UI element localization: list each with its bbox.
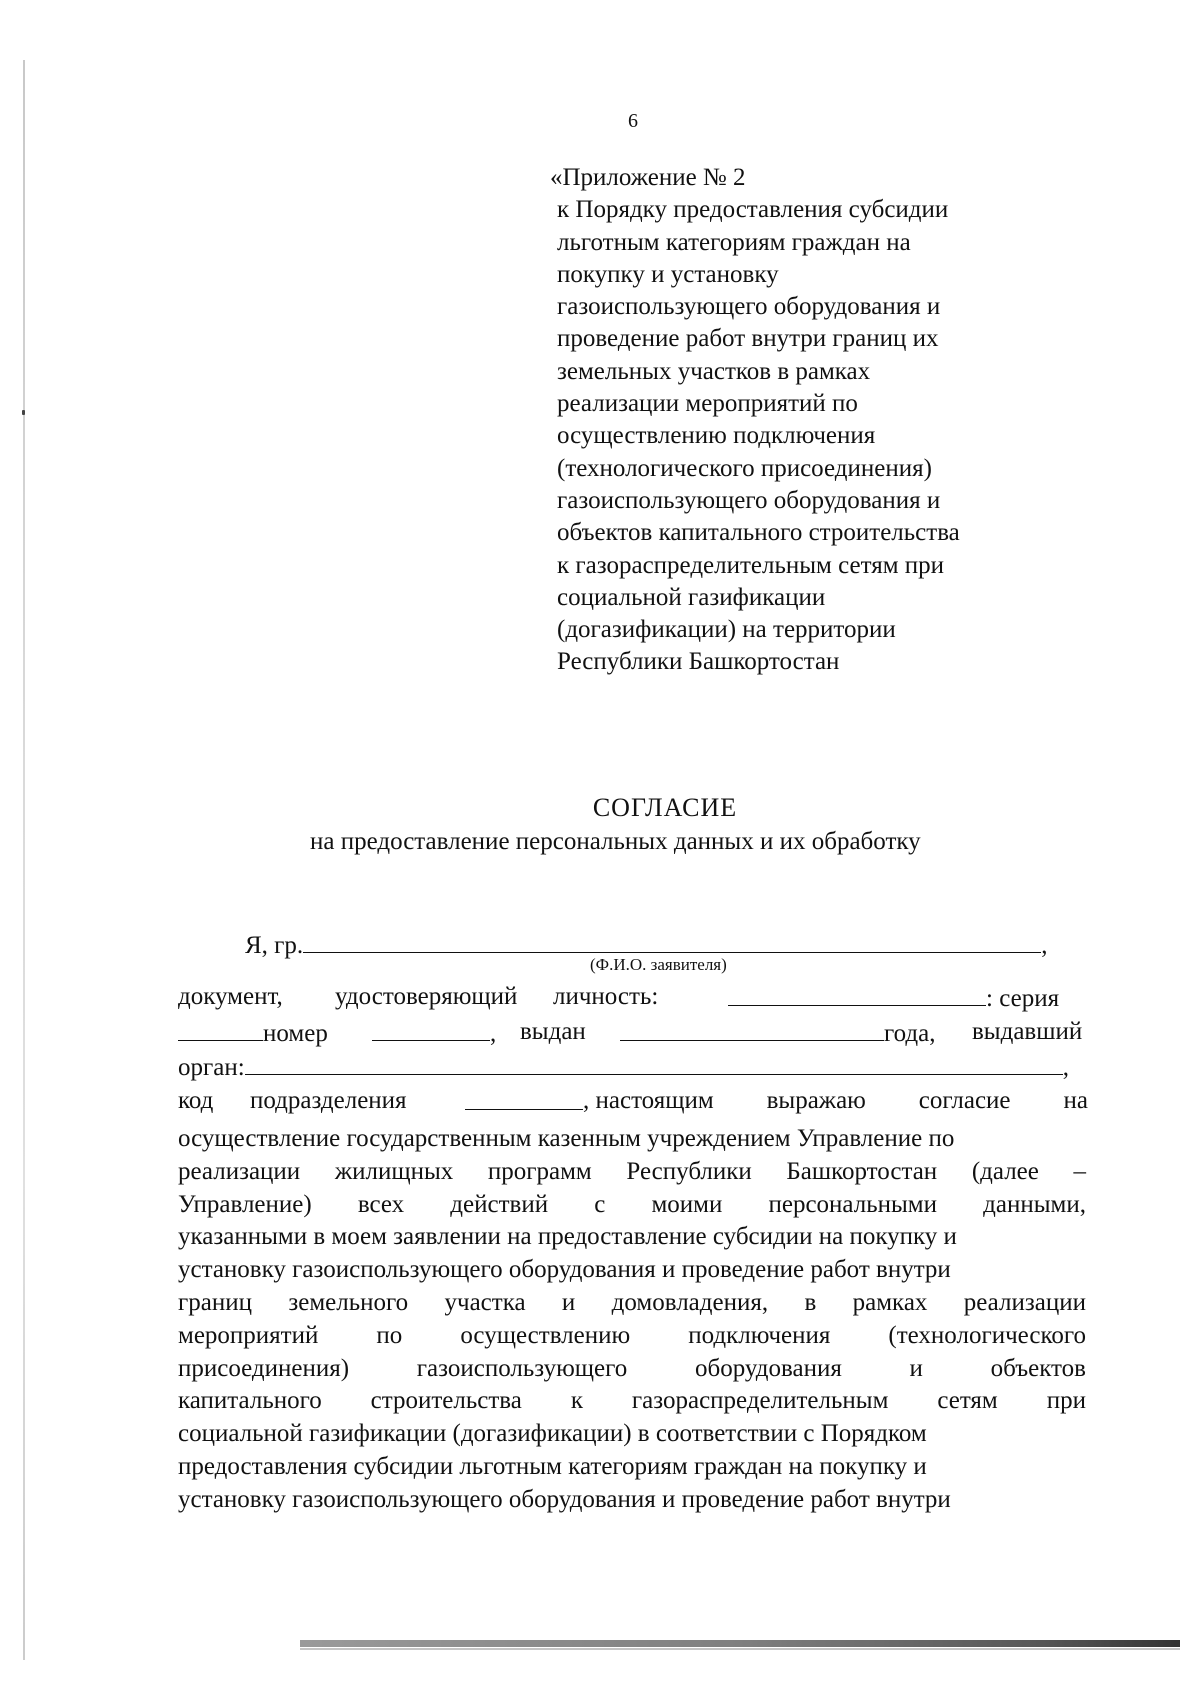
annex-line: социальной газификации — [557, 583, 826, 611]
organ-line — [178, 1052, 1069, 1082]
code-line — [178, 1087, 213, 1115]
number-field[interactable] — [372, 1018, 490, 1041]
consent-start — [583, 1087, 1088, 1115]
applicant-prefix: Я, гр. — [245, 932, 304, 959]
scan-speck — [22, 410, 25, 415]
consent-word: согласие — [918, 1087, 1011, 1114]
issued-label: выдан — [520, 1018, 586, 1045]
doc-label-3: личность: — [553, 983, 659, 1010]
doc-label-2: удостоверяющий — [335, 983, 518, 1010]
annex-header — [550, 162, 1077, 679]
consent-body — [178, 1123, 1086, 1517]
document-line-3 — [553, 983, 658, 1011]
body-line: мероприятий по осуществлению подключения (технологического — [178, 1321, 1086, 1349]
annex-line: земельных участков в рамках — [557, 357, 871, 385]
annex-line: Республики Башкортостан — [557, 648, 840, 676]
consent-word: выражаю — [766, 1087, 866, 1114]
annex-line: (догазификации) на территории — [557, 616, 896, 644]
number-field-wrap — [372, 1018, 496, 1048]
document-type-field[interactable] — [728, 983, 986, 1006]
code-field[interactable] — [465, 1087, 583, 1110]
number-label: номер — [263, 1020, 328, 1047]
annex-line: к Порядку предоставления субсидии — [557, 196, 949, 224]
organ-label: орган: — [178, 1054, 245, 1081]
series-number-line — [178, 1018, 328, 1048]
document-title: СОГЛАСИЕ — [592, 793, 738, 822]
document-type-field-wrap — [728, 983, 1059, 1013]
body-line: осуществление государственным казенным учреждением Управление по — [178, 1125, 955, 1152]
applicant-name-field[interactable] — [303, 930, 1041, 953]
body-line: Управление) всех действий с моими персональными данными, — [178, 1190, 1086, 1218]
organ-field[interactable] — [245, 1052, 1063, 1075]
issuer-label-wrap — [972, 1018, 1082, 1046]
annex-line: покупку и установку — [557, 260, 779, 288]
series-field[interactable] — [178, 1018, 263, 1041]
annex-line: «Приложение № 2 — [550, 164, 746, 191]
annex-line: газоиспользующего оборудования и — [557, 486, 941, 514]
doc-label: документ, — [178, 983, 283, 1010]
body-line: реализации жилищных программ Республики Башкортостан (далее – — [178, 1157, 1086, 1185]
document-subtitle: на предоставление персональных данных и их обработку — [310, 828, 921, 855]
annex-line: льготным категориям граждан на — [557, 228, 911, 256]
annex-line: проведение работ внутри границ их — [557, 325, 939, 353]
annex-line: (технологического присоединения) — [557, 454, 932, 482]
code-line-2 — [250, 1087, 407, 1115]
body-line: присоединения) газоиспользующего оборудования и объектов — [178, 1354, 1086, 1382]
body-line: установку газоиспользующего оборудования и проведение работ внутри — [178, 1485, 951, 1513]
number-comma: , — [490, 1020, 497, 1047]
code-field-wrap — [465, 1087, 583, 1117]
bottom-scan-rule-shadow — [300, 1648, 1180, 1650]
series-label: : серия — [986, 985, 1060, 1012]
body-line: указанными в моем заявлении на предоставление субсидии на покупку и — [178, 1223, 957, 1251]
body-line: границ земельного участка и домовладения, в рамках реализации — [178, 1288, 1086, 1316]
consent-word: на — [1063, 1087, 1088, 1114]
applicant-caption: (Ф.И.О. заявителя) — [590, 955, 727, 974]
issued-date-field[interactable] — [620, 1018, 884, 1041]
code-label-2: подразделения — [250, 1087, 407, 1114]
annex-line: осуществлению подключения — [557, 422, 876, 450]
annex-line: объектов капитального строительства — [557, 519, 960, 547]
annex-line: газоиспользующего оборудования и — [557, 293, 941, 321]
bottom-scan-rule — [300, 1640, 1180, 1647]
body-line: установку газоиспользующего оборудования и проведение работ внутри — [178, 1256, 951, 1284]
annex-line: реализации мероприятий по — [557, 390, 858, 418]
document-line — [178, 983, 283, 1011]
body-line: социальной газификации (догазификации) в соответствии с Порядком — [178, 1420, 927, 1448]
organ-suffix: , — [1062, 1054, 1069, 1081]
issuer-label: выдавший — [972, 1018, 1083, 1045]
code-label: код — [178, 1087, 214, 1114]
issued-date-wrap — [620, 1018, 935, 1048]
body-line: предоставления субсидии льготным категориям граждан на покупку и — [178, 1452, 927, 1480]
applicant-suffix: , — [1041, 932, 1048, 959]
document-line-2 — [335, 983, 517, 1011]
scan-left-edge — [23, 60, 25, 1660]
consent-word: , настоящим — [583, 1087, 714, 1114]
annex-line: к газораспределительным сетям при — [557, 551, 945, 579]
year-label: года, — [884, 1020, 936, 1047]
issued-label-wrap — [520, 1018, 586, 1046]
page-number: 6 — [628, 110, 638, 132]
body-line: капитального строительства к газораспределительным сетям при — [178, 1387, 1086, 1415]
